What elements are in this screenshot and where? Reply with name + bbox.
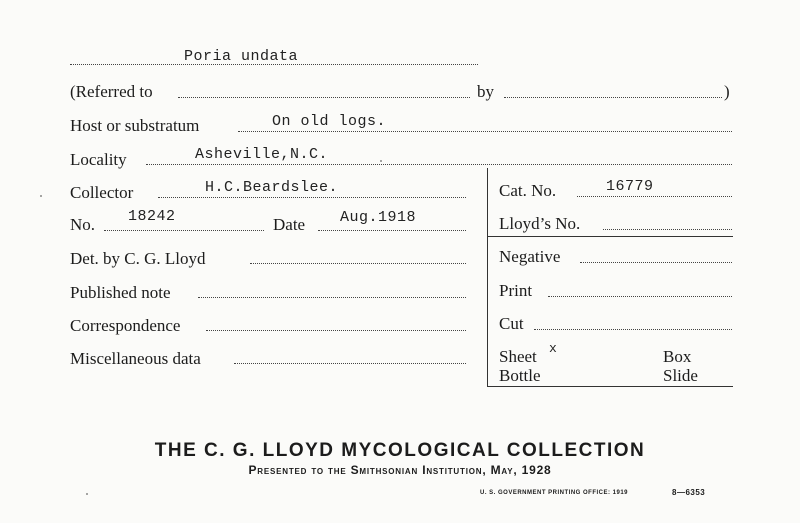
misc-data-line [234, 363, 466, 364]
cat-no-value: 16779 [606, 178, 654, 195]
lloyds-no-line [603, 229, 732, 230]
referred-by-label: by [477, 82, 494, 101]
date-value: Aug.1918 [340, 209, 417, 226]
host-label: Host or substratum [70, 116, 200, 135]
referred-close: ) [724, 82, 730, 101]
no-line [104, 230, 264, 231]
locality-line [146, 164, 732, 165]
sheet-label: Sheet [499, 347, 537, 366]
date-line [318, 230, 466, 231]
host-value: On old logs. [272, 113, 387, 130]
species-name: Poria undata [184, 48, 299, 65]
collection-title: THE C. G. LLOYD MYCOLOGICAL COLLECTION [154, 440, 646, 461]
scan-speck [40, 195, 42, 197]
lloyds-no-label: Lloyd’s No. [499, 214, 581, 233]
published-note-line [198, 297, 466, 298]
misc-data-label: Miscellaneous data [70, 349, 201, 368]
correspondence-label: Correspondence [70, 316, 181, 335]
cat-no-label: Cat. No. [499, 181, 557, 200]
side-box-bottom-rule [487, 386, 733, 387]
date-label: Date [273, 215, 306, 234]
print-label: Print [499, 281, 533, 300]
referred-by-line [504, 97, 722, 98]
collection-subtitle: Presented to the Smithsonian Institution, May, 1928 [248, 463, 552, 477]
referred-to-label: (Referred to [70, 82, 153, 101]
correspondence-line [206, 330, 466, 331]
cut-line [534, 329, 732, 330]
locality-label: Locality [70, 150, 127, 169]
referred-to-line [178, 97, 470, 98]
print-line [548, 296, 732, 297]
collector-label: Collector [70, 183, 134, 202]
slide-label: Slide [663, 366, 698, 385]
det-by-label: Det. by C. G. Lloyd [70, 249, 206, 268]
form-number: 8—6353 [672, 488, 706, 497]
negative-label: Negative [499, 247, 561, 266]
no-value: 18242 [128, 208, 176, 225]
no-label: No. [70, 215, 96, 234]
cut-label: Cut [499, 314, 524, 333]
sheet-mark: x [549, 341, 558, 356]
box-label: Box [663, 347, 692, 366]
collector-line [158, 197, 466, 198]
host-line [238, 131, 732, 132]
side-box-mid-rule [487, 236, 733, 237]
negative-line [580, 262, 732, 263]
cat-no-line [577, 196, 732, 197]
printer-imprint: U. S. GOVERNMENT PRINTING OFFICE: 1919 [480, 490, 629, 496]
side-box-left-border [487, 168, 488, 386]
published-note-label: Published note [70, 283, 171, 302]
scan-speck [380, 160, 382, 162]
locality-value: Asheville,N.C. [195, 146, 329, 163]
scan-speck [86, 493, 88, 495]
collector-value: H.C.Beardslee. [205, 179, 339, 196]
bottle-label: Bottle [499, 366, 541, 385]
det-by-line [250, 263, 466, 264]
